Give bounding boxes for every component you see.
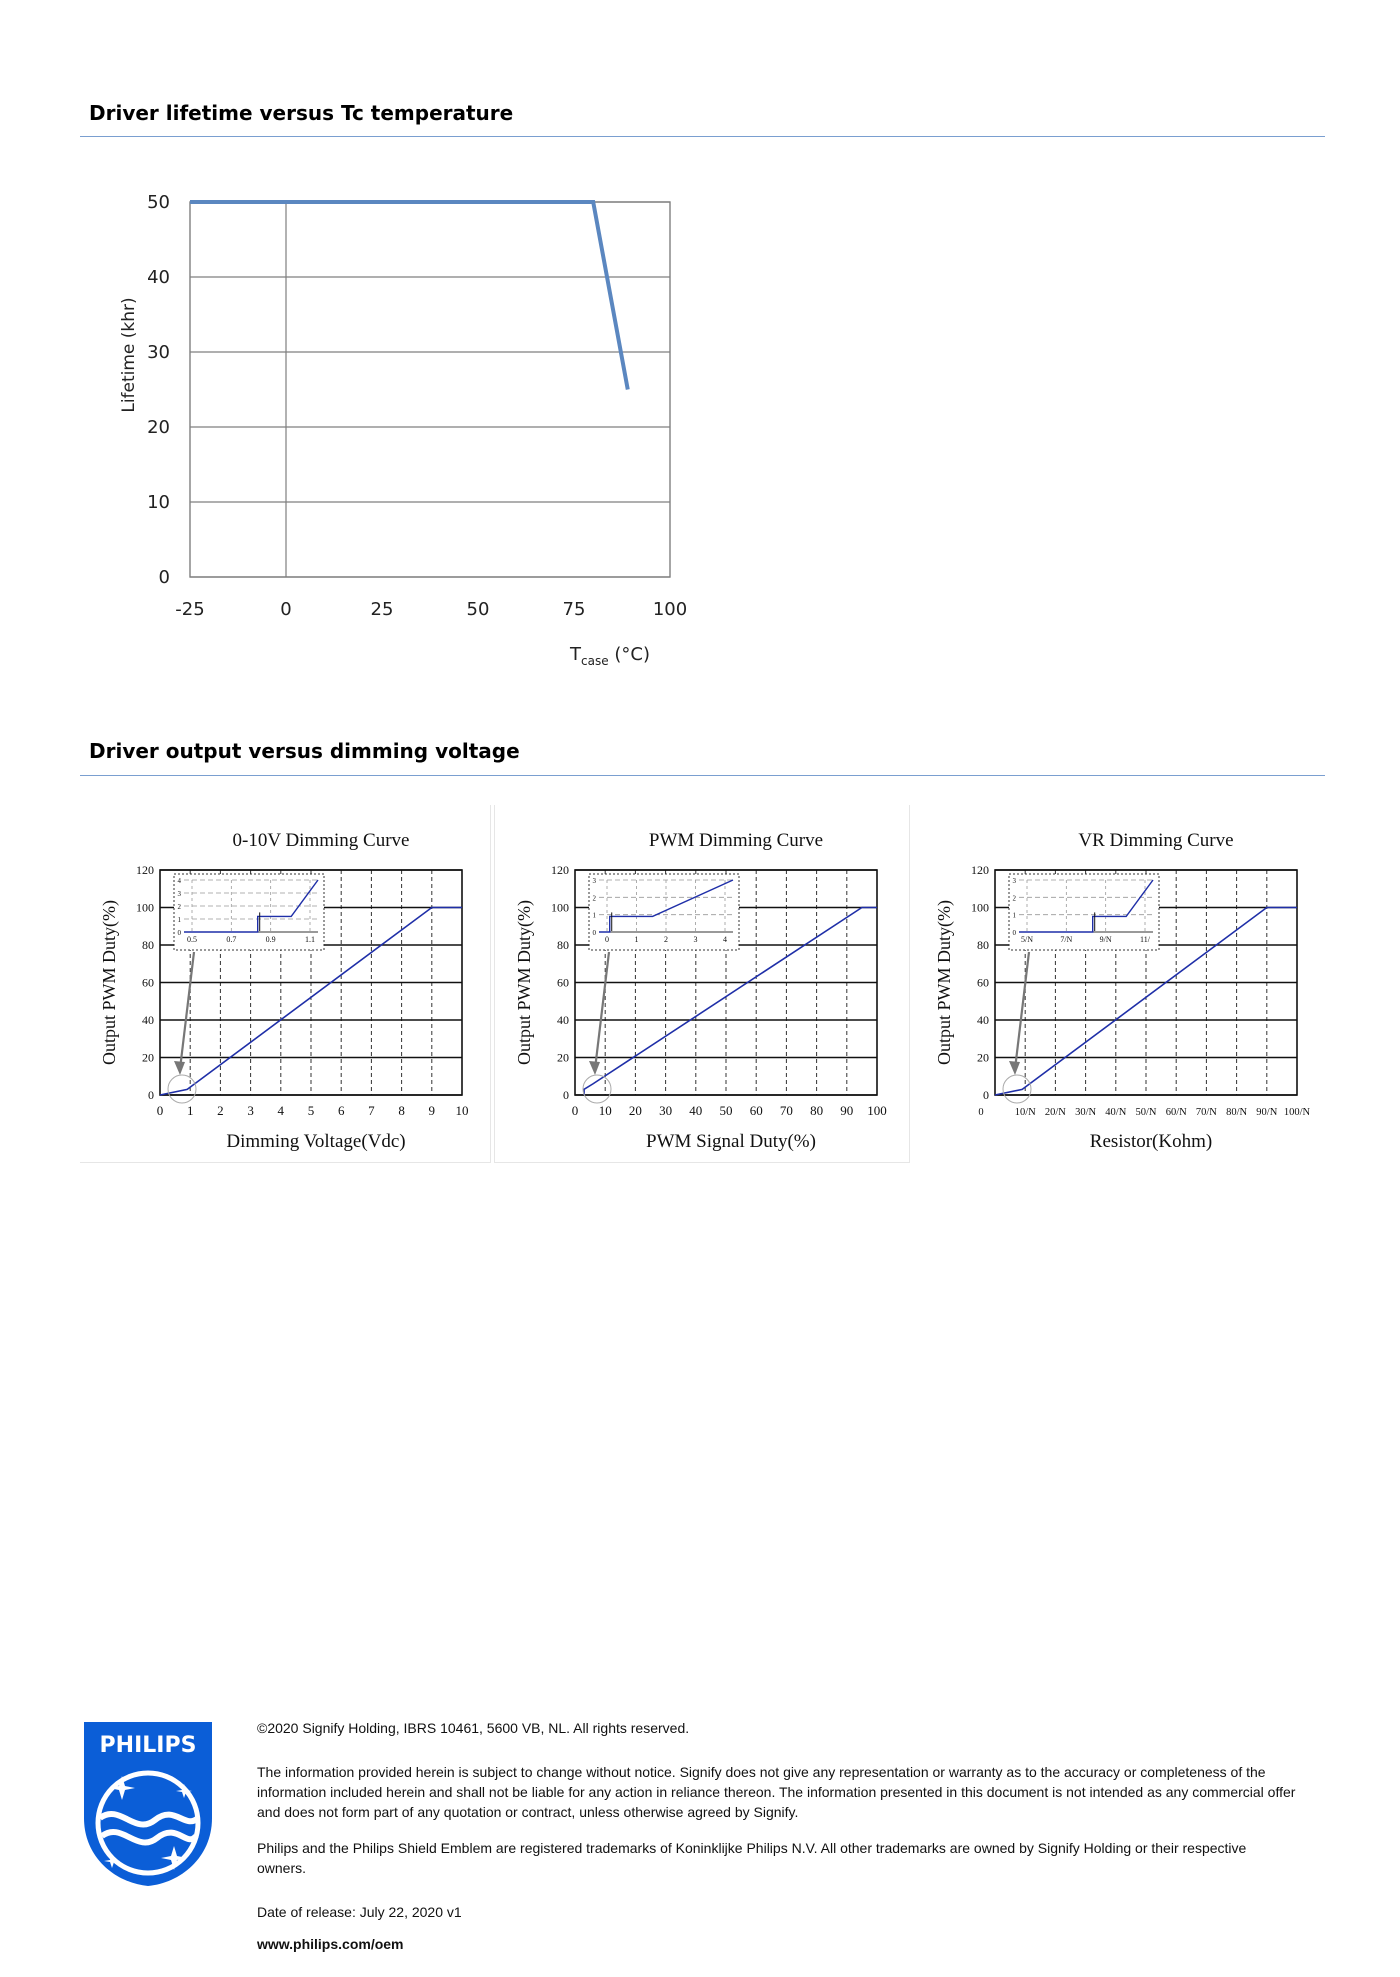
x-tick-label: 30 xyxy=(659,1103,673,1118)
inset-x-tick: 1 xyxy=(634,935,639,944)
x-tick-label: 10 xyxy=(455,1103,469,1118)
inset-y-tick: 0 xyxy=(177,929,181,937)
inset-y-tick: 2 xyxy=(592,894,596,903)
zoom-pointer-head xyxy=(1009,1061,1020,1075)
x-tick-label: 9 xyxy=(428,1103,436,1118)
inset-y-tick: 3 xyxy=(1012,877,1016,885)
x-tick-label: 25 xyxy=(370,599,394,620)
y-tick-label: 20 xyxy=(147,417,170,438)
zoom-pointer-head xyxy=(174,1061,185,1075)
y-tick-label: 0 xyxy=(148,1088,154,1102)
x-tick-label: -25 xyxy=(175,599,205,620)
chart-title: 0-10V Dimming Curve xyxy=(232,830,410,851)
inset-x-tick: 0.9 xyxy=(265,935,276,944)
footer-legal xyxy=(257,1718,1297,1970)
disclaimer-text: The information provided herein is subject to change without notice. Signify does not give any representation or warranty as to the accuracy or completeness of the information included herein and shall not be liable for any action in reliance thereon. The information presented in this document is not intended as any commercial offer and does not form part of any quotation or contract, unless otherwise agreed by Signify. xyxy=(257,1764,1296,1820)
x-tick-label: 5 xyxy=(307,1103,315,1118)
x-axis-label-main: T xyxy=(570,644,582,665)
y-tick-label: 100 xyxy=(136,900,154,915)
x-tick-label: 50/N xyxy=(1135,1107,1157,1118)
y-tick-label: 40 xyxy=(557,1013,569,1027)
y-axis-label: Lifetime (khr) xyxy=(119,297,139,413)
zoom-pointer-head xyxy=(589,1061,600,1075)
y-tick-label: 40 xyxy=(147,267,170,288)
zoom-circle xyxy=(1003,1075,1031,1103)
inset-x-tick: 11/ xyxy=(1140,935,1150,944)
copyright-text: ©2020 Signify Holding, IBRS 10461, 5600 VB, NL. All rights reserved. xyxy=(257,1720,690,1736)
x-tick-label: 50 xyxy=(466,599,490,620)
inset-x-tick: 5/N xyxy=(1021,935,1033,944)
x-axis-label xyxy=(569,644,650,668)
x-tick-label: 50 xyxy=(719,1103,733,1118)
logo-wordmark: PHILIPS xyxy=(99,1733,197,1758)
y-tick-label: 60 xyxy=(557,975,569,990)
section-title-lifetime: Driver lifetime versus Tc temperature xyxy=(89,101,514,125)
inset-x-tick: 0.5 xyxy=(187,935,197,944)
x-tick-label: 60/N xyxy=(1165,1107,1187,1118)
y-tick-label: 100 xyxy=(971,900,989,915)
inset-y-tick: 1 xyxy=(592,911,596,920)
y-tick-label: 80 xyxy=(142,938,154,952)
x-tick-label: 75 xyxy=(562,599,586,620)
inset-x-tick: 4 xyxy=(723,935,727,944)
y-tick-label: 20 xyxy=(557,1050,569,1065)
x-tick-label: 8 xyxy=(398,1103,405,1118)
zoom-circle xyxy=(583,1075,611,1103)
x-tick-label: 40/N xyxy=(1105,1107,1127,1118)
philips-shield-logo xyxy=(80,1718,216,1888)
inset-x-tick: 3 xyxy=(693,935,698,944)
inset-y-tick: 2 xyxy=(1012,894,1016,903)
x-tick-label: 0 xyxy=(156,1103,164,1118)
dimming-chart-vr xyxy=(915,810,1325,1160)
x-tick-labels xyxy=(175,599,687,620)
y-tick-label: 60 xyxy=(977,975,989,990)
x-tick-label: 10 xyxy=(598,1103,612,1118)
x-tick-label: 80 xyxy=(810,1103,824,1118)
zoom-circle xyxy=(168,1075,196,1103)
x-tick-label: 80/N xyxy=(1226,1107,1248,1118)
x-tick-label: 70 xyxy=(779,1103,793,1118)
x-tick-label: 30/N xyxy=(1075,1107,1097,1118)
x-axis-label: Dimming Voltage(Vdc) xyxy=(226,1131,406,1152)
inset-x-tick: 0 xyxy=(605,935,609,944)
x-tick-label: 0 xyxy=(571,1103,579,1118)
y-tick-label: 120 xyxy=(551,863,569,877)
y-tick-label: 80 xyxy=(557,938,569,952)
inset-x-tick: 0.7 xyxy=(226,935,237,944)
lifetime-line xyxy=(190,202,628,390)
x-axis-label-unit: (°C) xyxy=(608,644,650,665)
x-tick-label: 60 xyxy=(749,1103,763,1118)
inset-y-tick: 1 xyxy=(1012,911,1016,920)
x-axis-label: Resistor(Kohm) xyxy=(1089,1131,1213,1152)
dimming-chart-0-10v xyxy=(80,810,490,1160)
zoom-pointer xyxy=(1015,952,1029,1069)
inset-y-tick: 1 xyxy=(177,916,181,924)
y-tick-label: 120 xyxy=(136,863,154,877)
inset-y-tick: 2 xyxy=(177,903,181,911)
inset-y-tick: 3 xyxy=(592,877,596,885)
y-tick-label: 40 xyxy=(977,1013,989,1027)
x-tick-label: 100 xyxy=(867,1103,887,1118)
y-tick-label: 120 xyxy=(971,863,989,877)
y-tick-labels xyxy=(147,192,170,588)
y-tick-label: 60 xyxy=(142,975,154,990)
y-tick-label: 20 xyxy=(977,1050,989,1065)
dimming-chart-pwm xyxy=(495,810,905,1160)
y-tick-label: 100 xyxy=(551,900,569,915)
y-axis-label: Output PWM Duty(%) xyxy=(99,900,119,1065)
y-tick-label: 40 xyxy=(142,1013,154,1027)
trademark-text: Philips and the Philips Shield Emblem are registered trademarks of Koninklijke Philips N.V. All other trademarks are owned by Signify Holding or their respective owners. xyxy=(257,1840,1247,1876)
y-tick-label: 0 xyxy=(983,1088,989,1102)
x-tick-label: 100/N xyxy=(1283,1107,1311,1118)
inset-y-tick: 0 xyxy=(1012,929,1016,937)
x-tick-label: 90 xyxy=(840,1103,854,1118)
section-rule xyxy=(80,775,1325,776)
zoom-pointer xyxy=(595,952,609,1069)
inset-y-tick: 4 xyxy=(177,877,181,885)
inset-x-tick: 2 xyxy=(664,935,668,944)
x-tick-label: 100 xyxy=(652,599,688,620)
section-title-dimming: Driver output versus dimming voltage xyxy=(89,739,520,763)
x-tick-label: 3 xyxy=(247,1103,254,1118)
x-tick-label: 10/N xyxy=(1014,1107,1036,1118)
y-tick-label: 20 xyxy=(142,1050,154,1065)
y-tick-label: 0 xyxy=(158,567,170,588)
x-tick-label: 1 xyxy=(186,1103,194,1118)
inset-x-tick: 7/N xyxy=(1060,935,1073,944)
x-tick-label: 7 xyxy=(368,1103,375,1118)
x-tick-label: 2 xyxy=(217,1103,224,1118)
x-axis-label: PWM Signal Duty(%) xyxy=(646,1131,816,1152)
y-axis-label: Output PWM Duty(%) xyxy=(514,900,534,1065)
website-link[interactable]: www.philips.com/oem xyxy=(257,1936,404,1952)
inset-x-tick: 1.1 xyxy=(305,935,315,944)
chart-series xyxy=(190,202,628,390)
y-tick-label: 0 xyxy=(563,1088,569,1102)
x-tick-label: 20/N xyxy=(1044,1107,1066,1118)
x-tick-label: 90/N xyxy=(1256,1107,1278,1118)
plot-area xyxy=(190,202,670,577)
y-tick-label: 50 xyxy=(147,192,170,213)
x-tick-label: 6 xyxy=(337,1103,345,1118)
chart-title: PWM Dimming Curve xyxy=(648,830,824,851)
y-axis-label: Output PWM Duty(%) xyxy=(934,900,954,1065)
inset-y-tick: 3 xyxy=(177,890,181,898)
zoom-pointer xyxy=(180,952,194,1069)
section-rule xyxy=(80,136,1325,137)
y-tick-label: 30 xyxy=(147,342,170,363)
x-tick-label: 20 xyxy=(628,1103,642,1118)
chart-title: VR Dimming Curve xyxy=(1078,830,1234,851)
x-tick-label: 0 xyxy=(280,599,292,620)
lifetime-chart xyxy=(90,180,710,680)
x-tick-label: 0 xyxy=(978,1107,984,1118)
x-tick-label: 4 xyxy=(277,1103,285,1118)
y-tick-label: 10 xyxy=(147,492,170,513)
x-axis-label-sub: case xyxy=(581,654,609,668)
release-date: Date of release: July 22, 2020 v1 xyxy=(257,1904,462,1920)
x-tick-label: 40 xyxy=(689,1103,703,1118)
y-tick-label: 80 xyxy=(977,938,989,952)
inset-y-tick: 0 xyxy=(592,929,596,937)
chart-grid xyxy=(190,202,670,577)
inset-x-tick: 9/N xyxy=(1099,935,1112,944)
x-tick-label: 70/N xyxy=(1195,1107,1217,1118)
